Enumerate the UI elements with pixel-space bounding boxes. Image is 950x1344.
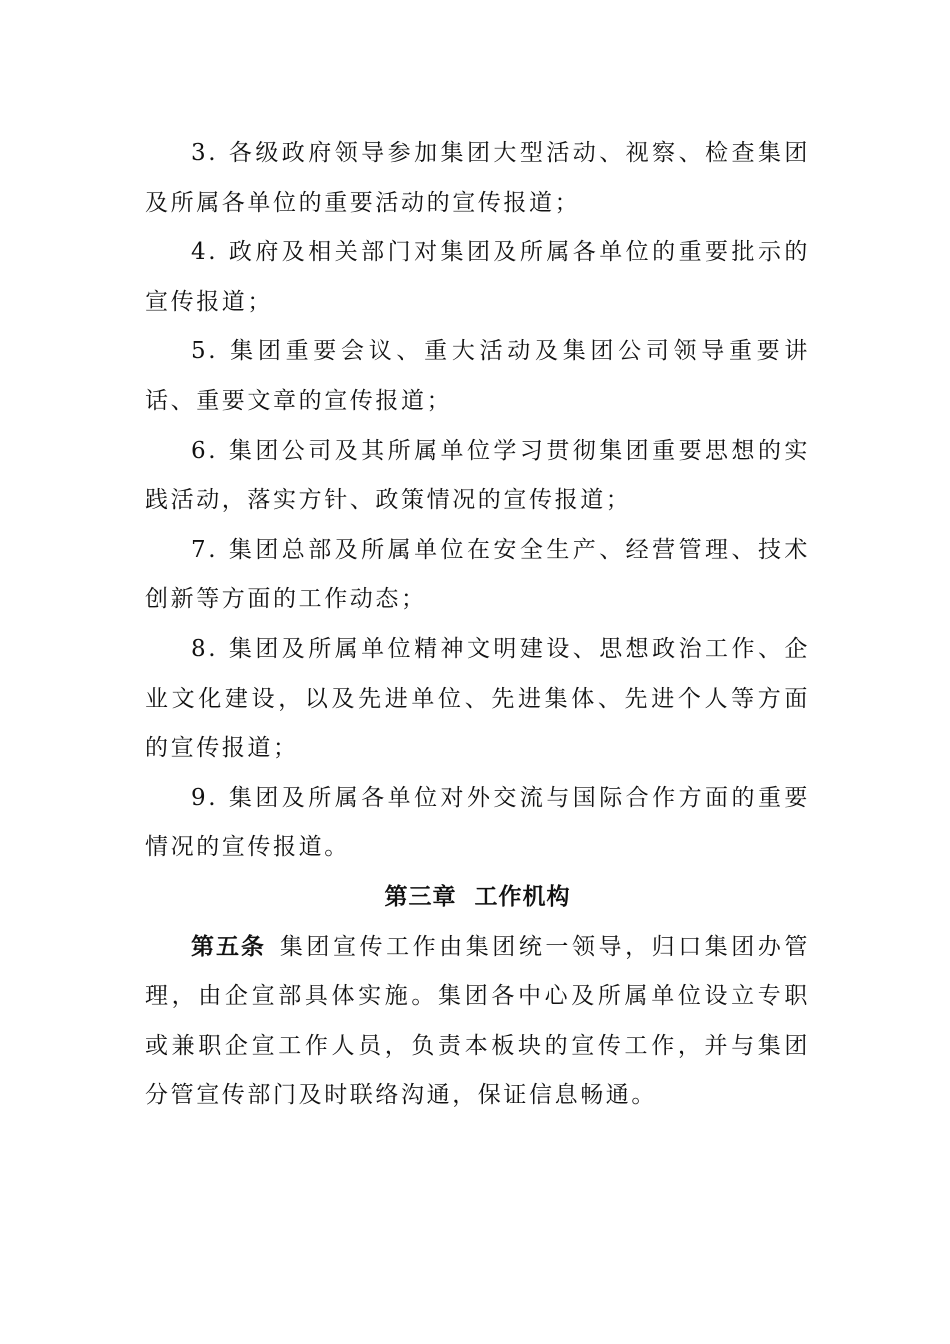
list-item-4: 4. 政府及相关部门对集团及所属各单位的重要批示的宣传报道； bbox=[145, 239, 810, 315]
list-item-5: 5. 集团重要会议、重大活动及集团公司领导重要讲话、重要文章的宣传报道； bbox=[145, 338, 810, 414]
article-label: 第五条 bbox=[191, 933, 266, 960]
chapter-heading bbox=[145, 873, 810, 923]
list-item-6: 6. 集团公司及其所属单位学习贯彻集团重要思想的实践活动，落实方针、政策情况的宣传报道； bbox=[145, 437, 810, 514]
document-body bbox=[145, 129, 810, 1121]
chapter-number: 第三章 bbox=[384, 883, 457, 910]
list-item-7: 7. 集团总部及所属单位在安全生产、经营管理、技术创新等方面的工作动态； bbox=[145, 536, 810, 613]
article-text: 集团宣传工作由集团统一领导，归口集团办管理，由企宣部具体实施。集团各中心及所属单位设立专职或兼职企宣工作人员，负责本板块的宣传工作，并与集团分管宣传部门及时联络沟通，保证信息畅通。 bbox=[145, 933, 811, 1109]
article-five bbox=[145, 923, 810, 1121]
list-item-3: 3. 各级政府领导参加集团大型活动、视察、检查集团及所属各单位的重要活动的宣传报道； bbox=[145, 140, 810, 216]
list-item-9: 9. 集团及所属各单位对外交流与国际合作方面的重要情况的宣传报道。 bbox=[145, 784, 810, 861]
chapter-title: 工作机构 bbox=[474, 883, 571, 910]
list-item-8: 8. 集团及所属单位精神文明建设、思想政治工作、企业文化建设，以及先进单位、先进集体、先进个人等方面的宣传报道； bbox=[145, 635, 810, 762]
